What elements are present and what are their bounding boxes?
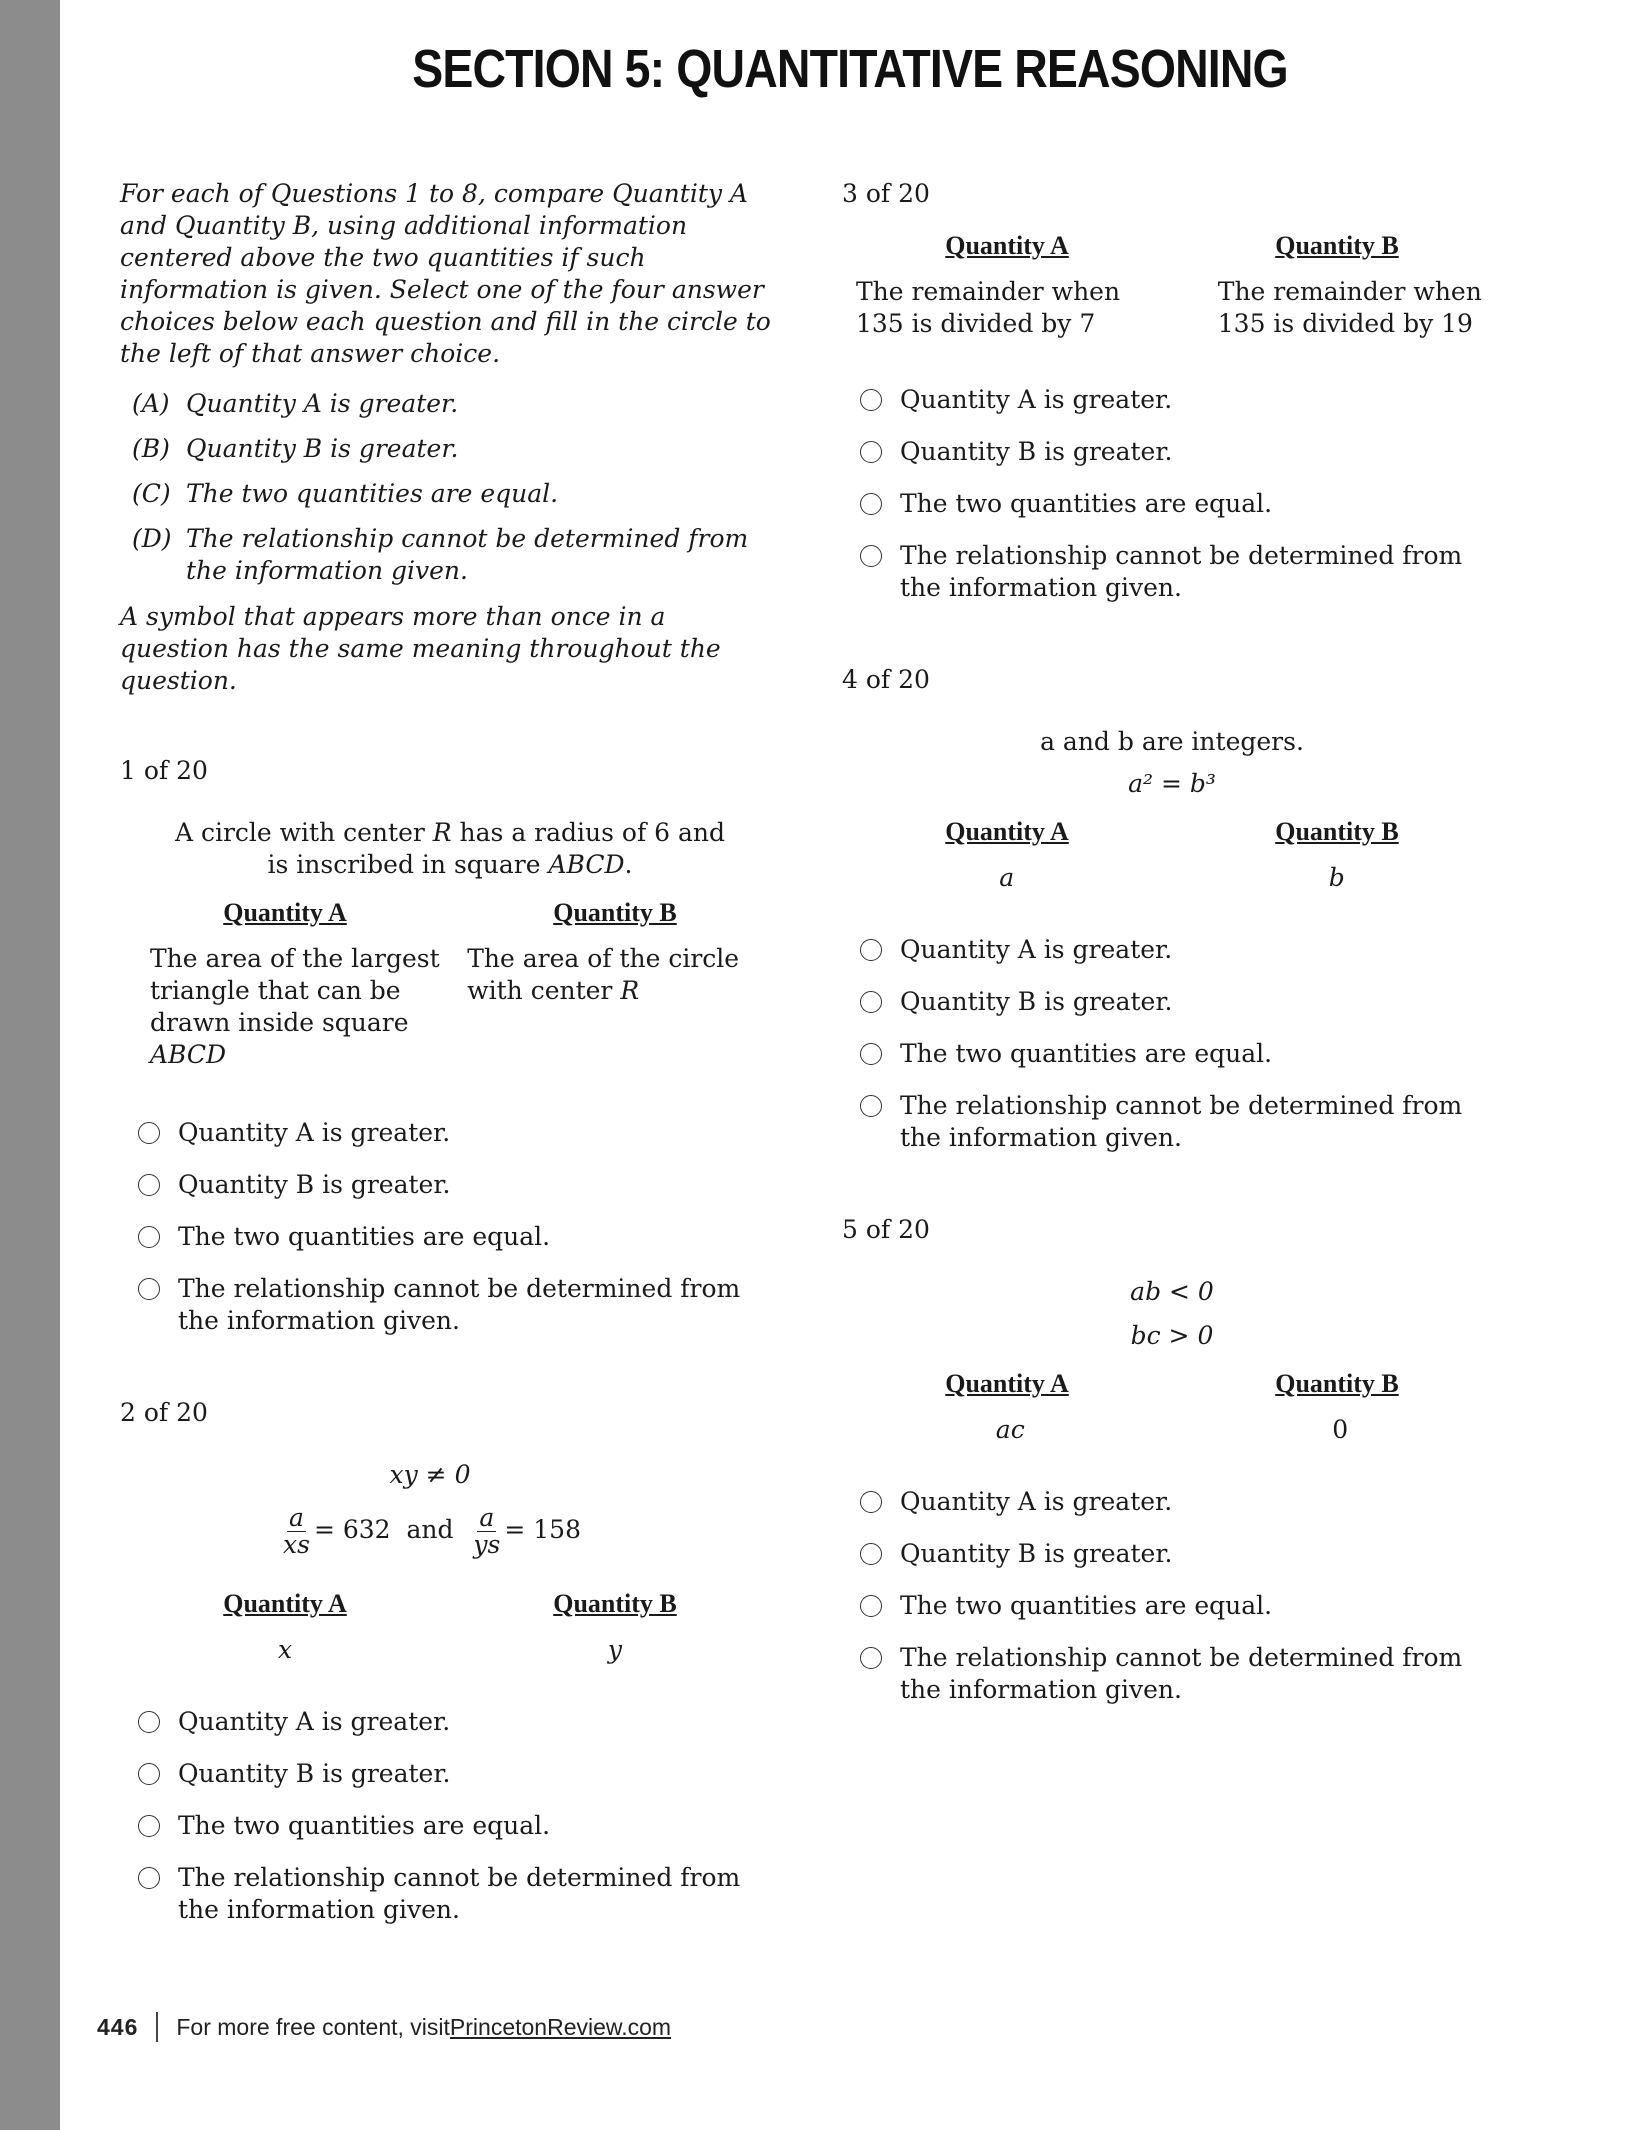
radio-circle-icon[interactable] bbox=[138, 1867, 160, 1889]
choice-c[interactable]: The two quantities are equal. bbox=[842, 488, 1502, 520]
choice-a[interactable]: Quantity A is greater. bbox=[842, 934, 1502, 966]
answer-choices bbox=[842, 384, 1502, 604]
page-number: 446 bbox=[97, 2013, 139, 2040]
left-column bbox=[120, 178, 780, 1986]
choice-a[interactable]: Quantity A is greater. bbox=[842, 384, 1502, 416]
radio-circle-icon[interactable] bbox=[138, 1122, 160, 1144]
quantity-a-value: The remainder when 135 is divided by 7 bbox=[856, 277, 1121, 338]
quantity-b-value: y bbox=[607, 1635, 623, 1664]
question-5 bbox=[842, 1214, 1502, 1706]
radio-circle-icon[interactable] bbox=[860, 389, 882, 411]
radio-circle-icon[interactable] bbox=[138, 1278, 160, 1300]
answer-key-c: (C) The two quantities are equal. bbox=[132, 479, 559, 508]
radio-circle-icon[interactable] bbox=[860, 991, 882, 1013]
quantity-b-label: Quantity B bbox=[553, 898, 677, 927]
quantity-a-label: Quantity A bbox=[223, 898, 347, 927]
question-number: 5 of 20 bbox=[842, 1215, 930, 1244]
page-sidebar-bar bbox=[0, 0, 60, 2130]
choice-d[interactable]: The relationship cannot be determined from the information given. bbox=[842, 1642, 1502, 1706]
question-number: 1 of 20 bbox=[120, 756, 208, 785]
choice-d[interactable]: The relationship cannot be determined from the information given. bbox=[120, 1273, 780, 1337]
page-footer bbox=[97, 2012, 671, 2042]
question-1 bbox=[120, 755, 780, 1337]
quantity-a-value: x bbox=[277, 1635, 293, 1664]
radio-circle-icon[interactable] bbox=[860, 493, 882, 515]
radio-circle-icon[interactable] bbox=[860, 441, 882, 463]
right-column bbox=[842, 178, 1502, 1766]
choice-b[interactable]: Quantity B is greater. bbox=[120, 1169, 780, 1201]
radio-circle-icon[interactable] bbox=[138, 1815, 160, 1837]
question-equations: $\frac{a}{xs}$ = 632 and $\frac{a}{ys}$ = 158 bbox=[283, 1503, 581, 1559]
choice-d[interactable]: The relationship cannot be determined from the information given. bbox=[120, 1862, 780, 1926]
radio-circle-icon[interactable] bbox=[860, 1543, 882, 1565]
question-info: A circle with center R has a radius of 6 and is inscribed in square ABCD. bbox=[174, 818, 726, 879]
question-4 bbox=[842, 664, 1502, 1154]
quantity-headers bbox=[120, 897, 780, 929]
question-3 bbox=[842, 178, 1502, 604]
quantity-headers bbox=[842, 816, 1502, 848]
quantity-b-value: The area of the circle with center R bbox=[467, 944, 740, 1005]
quantity-b-value: b bbox=[1328, 863, 1345, 892]
choice-b[interactable]: Quantity B is greater. bbox=[842, 1538, 1502, 1570]
radio-circle-icon[interactable] bbox=[138, 1226, 160, 1248]
answer-key-a: (A) Quantity A is greater. bbox=[132, 389, 459, 418]
answer-key-d: (D) The relationship cannot be determined from the information given. bbox=[132, 524, 749, 585]
footer-text: For more free content, visit bbox=[176, 2013, 450, 2040]
quantity-values bbox=[842, 276, 1502, 340]
answer-choices bbox=[842, 934, 1502, 1154]
fraction-1: $\frac{a}{xs}$ bbox=[283, 1503, 310, 1559]
instructions-intro: For each of Questions 1 to 8, compare Quantity A and Quantity B, using additional information centered above the two quantities if such information is given. Select one of the four answer choices below each question and fill in the circle to the left of that answer choice. bbox=[120, 179, 771, 368]
quantity-b-label: Quantity B bbox=[1275, 817, 1399, 846]
choice-c[interactable]: The two quantities are equal. bbox=[842, 1038, 1502, 1070]
footer-link[interactable]: PrincetonReview.com bbox=[449, 2013, 672, 2040]
quantity-a-value: a bbox=[999, 863, 1015, 892]
choice-c[interactable]: The two quantities are equal. bbox=[120, 1810, 780, 1842]
choice-a[interactable]: Quantity A is greater. bbox=[120, 1706, 780, 1738]
quantity-b-label: Quantity B bbox=[1275, 231, 1399, 260]
quantity-a-label: Quantity A bbox=[223, 1589, 347, 1618]
choice-d[interactable]: The relationship cannot be determined from the information given. bbox=[842, 1090, 1502, 1154]
radio-circle-icon[interactable] bbox=[860, 939, 882, 961]
quantity-values bbox=[842, 1414, 1502, 1446]
choice-b[interactable]: Quantity B is greater. bbox=[842, 986, 1502, 1018]
radio-circle-icon[interactable] bbox=[138, 1763, 160, 1785]
quantity-values bbox=[120, 943, 780, 1071]
radio-circle-icon[interactable] bbox=[860, 1095, 882, 1117]
radio-circle-icon[interactable] bbox=[860, 1647, 882, 1669]
radio-circle-icon[interactable] bbox=[138, 1711, 160, 1733]
choice-a[interactable]: Quantity A is greater. bbox=[842, 1486, 1502, 1518]
quantity-headers bbox=[842, 1368, 1502, 1400]
question-condition-1: ab < 0 bbox=[1130, 1277, 1214, 1306]
section-title: SECTION 5: QUANTITATIVE REASONING bbox=[412, 39, 1288, 99]
answer-choices bbox=[120, 1117, 780, 1337]
quantity-a-value: The area of the largest triangle that can be drawn inside square ABCD bbox=[150, 944, 440, 1069]
quantity-headers bbox=[842, 230, 1502, 262]
quantity-b-value: 0 bbox=[1332, 1415, 1349, 1444]
quantity-a-label: Quantity A bbox=[945, 817, 1069, 846]
quantity-a-value: ac bbox=[995, 1415, 1025, 1444]
question-condition: xy ≠ 0 bbox=[389, 1460, 471, 1489]
question-condition-2: bc > 0 bbox=[1130, 1321, 1214, 1350]
radio-circle-icon[interactable] bbox=[138, 1174, 160, 1196]
radio-circle-icon[interactable] bbox=[860, 1595, 882, 1617]
choice-b[interactable]: Quantity B is greater. bbox=[842, 436, 1502, 468]
choice-b[interactable]: Quantity B is greater. bbox=[120, 1758, 780, 1790]
question-2 bbox=[120, 1397, 780, 1926]
answer-choices bbox=[120, 1706, 780, 1926]
footer-divider bbox=[156, 2012, 158, 2042]
quantity-values bbox=[120, 1634, 780, 1666]
choice-a[interactable]: Quantity A is greater. bbox=[120, 1117, 780, 1149]
radio-circle-icon[interactable] bbox=[860, 545, 882, 567]
answer-key-b: (B) Quantity B is greater. bbox=[132, 434, 459, 463]
answer-key-list bbox=[132, 388, 780, 587]
choice-c[interactable]: The two quantities are equal. bbox=[120, 1221, 780, 1253]
symbol-note: A symbol that appears more than once in a question has the same meaning throughout the question. bbox=[120, 602, 721, 695]
choice-c[interactable]: The two quantities are equal. bbox=[842, 1590, 1502, 1622]
question-info: a and b are integers. bbox=[1040, 727, 1304, 756]
radio-circle-icon[interactable] bbox=[860, 1491, 882, 1513]
question-equation: a² = b³ bbox=[1128, 769, 1216, 798]
question-number: 4 of 20 bbox=[842, 665, 930, 694]
quantity-b-value: The remainder when 135 is divided by 19 bbox=[1217, 277, 1482, 338]
fraction-2: $\frac{a}{ys}$ bbox=[473, 1503, 501, 1559]
question-number: 2 of 20 bbox=[120, 1398, 208, 1427]
question-number: 3 of 20 bbox=[842, 179, 930, 208]
quantity-a-label: Quantity A bbox=[945, 231, 1069, 260]
answer-choices bbox=[842, 1486, 1502, 1706]
radio-circle-icon[interactable] bbox=[860, 1043, 882, 1065]
quantity-b-label: Quantity B bbox=[1275, 1369, 1399, 1398]
quantity-headers bbox=[120, 1588, 780, 1620]
quantity-b-label: Quantity B bbox=[553, 1589, 677, 1618]
choice-d[interactable]: The relationship cannot be determined from the information given. bbox=[842, 540, 1502, 604]
quantity-a-label: Quantity A bbox=[945, 1369, 1069, 1398]
quantity-values bbox=[842, 862, 1502, 894]
